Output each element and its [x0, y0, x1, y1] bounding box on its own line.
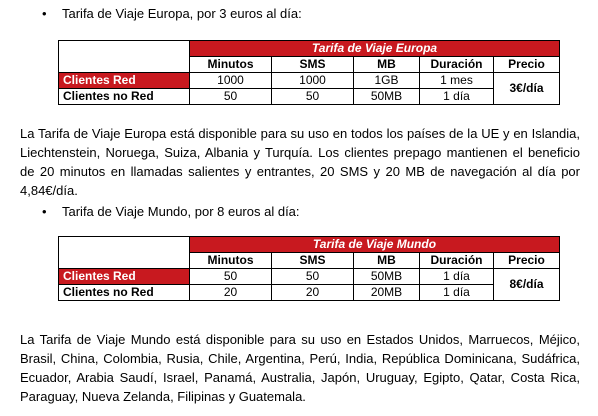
col-header-minutos: Minutos	[190, 57, 272, 73]
heading-europa: Tarifa de Viaje Europa, por 3 euros al día:	[62, 6, 302, 21]
table-cell: 20	[272, 285, 354, 301]
table-row	[59, 269, 560, 285]
table-row	[59, 73, 560, 89]
table-cell: 1000	[190, 73, 272, 89]
table-cell: 50	[272, 269, 354, 285]
col-header-sms: SMS	[272, 253, 354, 269]
table-corner	[59, 237, 190, 253]
col-header-precio: Precio	[494, 57, 560, 73]
table-cell: 50MB	[354, 269, 420, 285]
col-header-duracion: Duración	[420, 253, 494, 269]
table-cell: 50	[272, 89, 354, 105]
bullet-dot: •	[42, 204, 47, 219]
table-row	[59, 285, 560, 301]
row-label-clientes-no-red: Clientes no Red	[59, 285, 190, 301]
col-header-precio: Precio	[494, 253, 560, 269]
table-cell: 20MB	[354, 285, 420, 301]
row-label-clientes-red: Clientes Red	[59, 269, 190, 285]
table-cell: 50MB	[354, 89, 420, 105]
table-title: Tarifa de Viaje Mundo	[190, 237, 560, 253]
table-cell: 20	[190, 285, 272, 301]
table-corner	[59, 41, 190, 57]
price-cell: 3€/día	[494, 73, 560, 105]
row-label-clientes-red: Clientes Red	[59, 73, 190, 89]
table-europa	[58, 40, 560, 105]
table-cell: 1GB	[354, 73, 420, 89]
col-header-minutos: Minutos	[190, 253, 272, 269]
paragraph-europa: La Tarifa de Viaje Europa está disponible para su uso en todos los países de la UE y en Islandia, Liechtenstein, Noruega, Suiza, Albania y Turquía. Los clientes prepago mantienen el beneficio de 20 minutos en llamadas salientes y entrantes, 20 SMS y 20 MB de navegación al día por 4,84€/día.	[20, 126, 580, 198]
table-cell: 1 mes	[420, 73, 494, 89]
table-cell: 1000	[272, 73, 354, 89]
table-cell: 50	[190, 89, 272, 105]
price-cell: 8€/día	[494, 269, 560, 301]
table-title: Tarifa de Viaje Europa	[190, 41, 560, 57]
table-cell: 50	[190, 269, 272, 285]
table-row	[59, 89, 560, 105]
col-header-duracion: Duración	[420, 57, 494, 73]
table-corner	[59, 57, 190, 73]
paragraph-mundo: La Tarifa de Viaje Mundo está disponible para su uso en Estados Unidos, Marruecos, Méjico, Brasil, China, Colombia, Rusia, Chile, Argentina, Perú, India, República Dominicana, Sudáfrica, Ecuador, Arabia Saudí, Israel, Panamá, Australia, Japón, Uruguay, Egipto, Qatar, Costa Rica, Paraguay, Nueva Zelanda, Filipinas y Guatemala.	[20, 332, 580, 404]
heading-mundo: Tarifa de Viaje Mundo, por 8 euros al día:	[62, 204, 300, 219]
col-header-mb: MB	[354, 57, 420, 73]
table-cell: 1 día	[420, 269, 494, 285]
table-corner	[59, 253, 190, 269]
table-mundo	[58, 236, 560, 301]
bullet-dot: •	[42, 6, 47, 21]
col-header-sms: SMS	[272, 57, 354, 73]
table-cell: 1 día	[420, 285, 494, 301]
table-cell: 1 día	[420, 89, 494, 105]
row-label-clientes-no-red: Clientes no Red	[59, 89, 190, 105]
col-header-mb: MB	[354, 253, 420, 269]
